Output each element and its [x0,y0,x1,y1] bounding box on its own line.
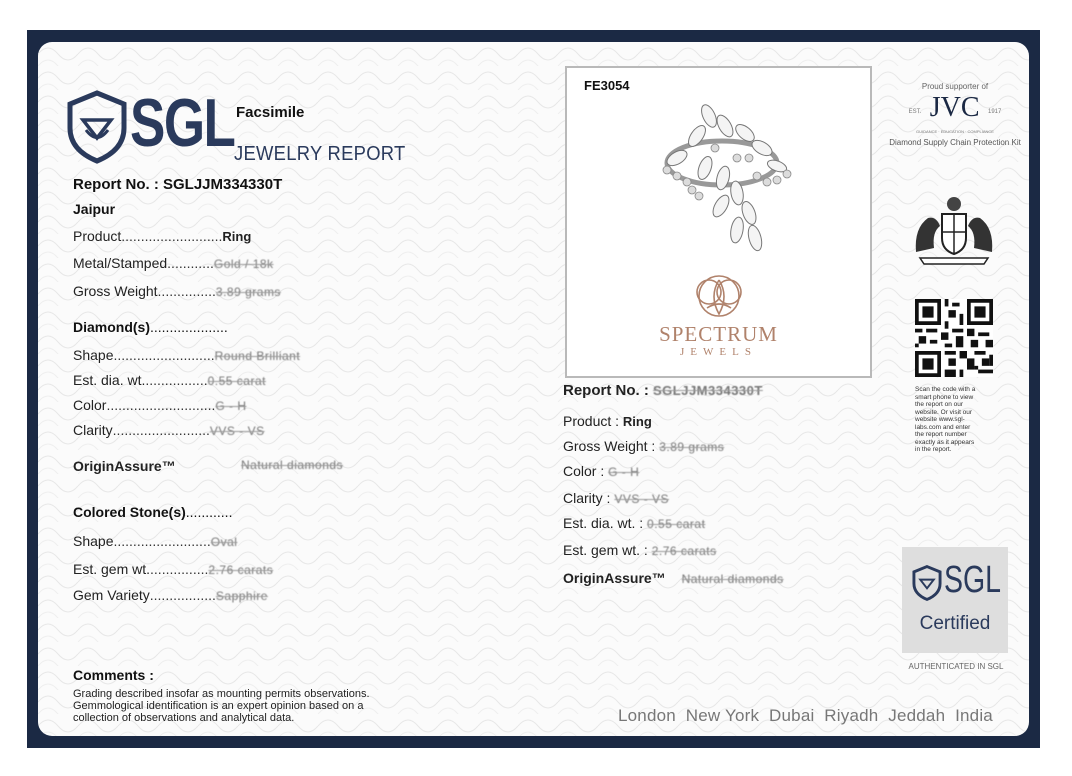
detail-value-redacted: Gold / 18k [213,257,274,271]
summary-row-color: Color : G - H [563,463,640,479]
summary-row-weight: Gross Weight : 3.89 grams [563,438,725,454]
detail-label: Product [73,228,122,244]
qr-caption: Scan the code with a smart phone to view the report on our website. Or visit our website www.sgl- labs.com and enter the report number exactly as it appears in the report. [915,386,976,453]
sgl-certified-badge [902,547,1008,653]
certified-logo-text: SGL [944,559,1002,601]
ring-image [637,98,807,258]
jvc-proud: Proud supporter of [921,82,989,91]
summary-report-number: Report No. : SGLJJM334330T [563,382,763,399]
detail-row-weight: Gross Weight...............3.89 grams [73,283,281,299]
diamond-row-color: Color............................G - H [73,397,247,413]
detail-value-redacted: 3.89 grams [215,285,281,299]
facsimile-label: Facsimile [236,104,305,121]
report-number-value: SGLJJM334330T [163,176,283,193]
detail-label: Gross Weight [73,283,158,299]
jvc-logo: EST. JVC 1917 [908,92,1002,123]
stone-row-variety: Gem Variety.................Sapphire [73,587,268,603]
report-number-label: Report No. : [73,176,159,193]
detail-row-product: Product..........................Ring [73,228,252,244]
stone-row-shape: Shape.........................Oval [73,533,238,549]
report-card [38,42,1029,736]
summary-row-gem-weight: Est. gem wt. : 2.76 carats [563,542,717,558]
spectrum-brand: SPECTRUM [659,322,778,346]
diamonds-heading: Diamond(s).................... [73,319,228,335]
shield-icon [66,90,128,164]
jvc-kit: Diamond Supply Chain Protection Kit [889,138,1021,147]
jvc-tagline: GUIDANCE · EDUCATION · COMPLIANCE [916,129,994,134]
summary-origin: OriginAssure™ Natural diamonds [563,570,784,586]
stone-row-weight: Est. gem wt................2.76 carats [73,561,274,577]
report-number [73,176,282,193]
certified-label: Certified [919,613,991,634]
diamond-origin: OriginAssure™ Natural diamonds [73,458,344,474]
summary-row-product: Product : Ring [563,413,652,429]
report-location: Jaipur [73,201,116,217]
sgl-logo [66,85,235,169]
coat-of-arms-icon [906,192,1002,266]
colored-stones-heading: Colored Stone(s)............ [73,504,233,520]
report-type: JEWELRY REPORT [234,143,406,165]
summary-row-dia-weight: Est. dia. wt. : 0.55 carat [563,515,706,531]
qr-code[interactable] [915,299,993,377]
photo-code: FE3054 [584,78,630,93]
detail-value: Ring [222,229,252,244]
spectrum-logo-icon [679,270,759,326]
diamond-row-shape: Shape..........................Round Brilliant [73,347,301,363]
comments-heading: Comments : [73,667,154,683]
summary-row-clarity: Clarity : VVS - VS [563,490,670,506]
cities-list: London New York Dubai Riyadh Jeddah India [618,706,993,725]
spectrum-sub: JEWELS [680,346,757,358]
detail-row-metal: Metal/Stamped............Gold / 18k [73,255,274,271]
diamond-row-weight: Est. dia. wt.................0.55 carat [73,372,266,388]
detail-label: Metal/Stamped [73,255,168,271]
comments-text: Grading described insofar as mounting permits observations. Gemmological identification is an expert opinion based on a collection of observations and analytical data. [73,688,370,724]
jewelry-photo-panel [565,66,872,378]
shield-icon [912,565,942,601]
sgl-logo-text: SGL [130,85,235,161]
authenticated-label: AUTHENTICATED IN SGL [908,662,1004,671]
diamond-row-clarity: Clarity.........................VVS - VS [73,422,265,438]
